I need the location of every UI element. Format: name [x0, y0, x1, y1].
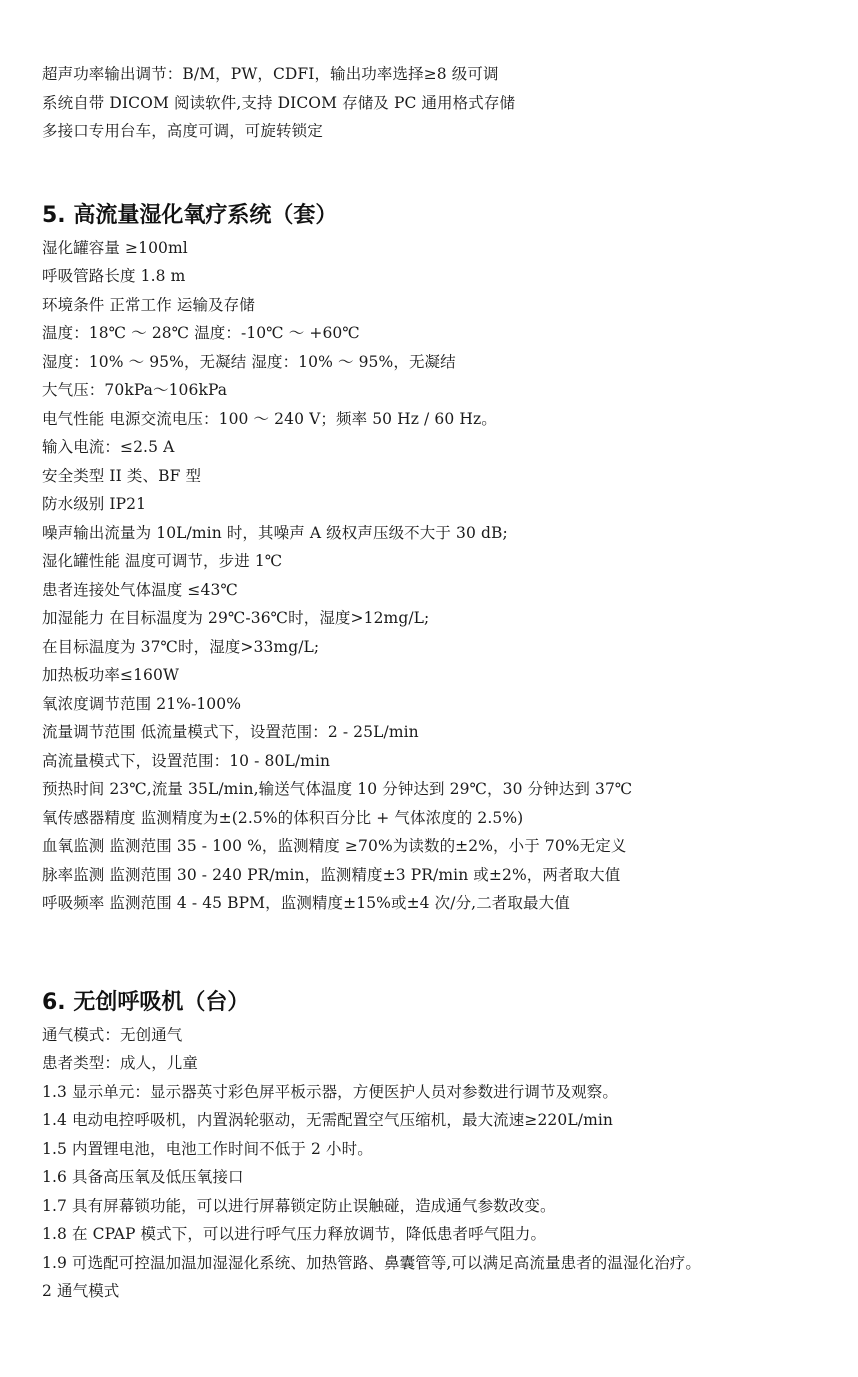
spec-line: 环境条件 正常工作 运输及存储: [42, 295, 255, 314]
spec-line: 电气性能 电源交流电压：100 ～ 240 V；频率 50 Hz / 60 Hz。: [42, 409, 497, 428]
section-5-title: 5. 高流量湿化氧疗系统（套）: [42, 202, 338, 228]
spec-line: 氧浓度调节范围 21%-100%: [42, 694, 242, 713]
intro-line: 多接口专用台车，高度可调，可旋转锁定: [42, 122, 323, 140]
spec-line: 输入电流：≤2.5 A: [42, 438, 175, 456]
spec-line: 氧传感器精度 监测精度为±(2.5%的体积百分比 + 气体浓度的 2.5%): [42, 808, 524, 827]
spec-line: 流量调节范围 低流量模式下，设置范围：2 - 25L/min: [42, 723, 419, 741]
spec-line: 血氧监测 监测范围 35 - 100 %，监测精度 ≥70%为读数的±2%，小于 70%无定义: [42, 837, 627, 855]
section-6-lines: [42, 1021, 842, 1306]
section-6: [42, 988, 842, 1306]
spec-line: 预热时间 23℃,流量 35L/min,输送气体温度 10 分钟达到 29℃，30 分钟达到 37℃: [42, 780, 633, 798]
spec-line: 湿度：10% ～ 95%，无凝结 湿度：10% ～ 95%，无凝结: [42, 352, 456, 371]
intro-line: 超声功率输出调节：B/M，PW，CDFI，输出功率选择≥8 级可调: [42, 65, 499, 83]
spec-line: 安全类型 II 类、BF 型: [42, 466, 202, 485]
spec-line: 1.9 可选配可控温加温加湿湿化系统、加热管路、鼻囊管等,可以满足高流量患者的温湿化治疗。: [42, 1253, 702, 1272]
spec-line: 湿化罐容量 ≥100ml: [42, 238, 188, 257]
spec-line: 噪声输出流量为 10L/min 时，其噪声 A 级权声压级不大于 30 dB;: [42, 523, 508, 542]
spec-line: 在目标温度为 37℃时，湿度>33mg/L;: [42, 637, 320, 656]
spec-line: 2 通气模式: [42, 1282, 120, 1300]
spec-line: 湿化罐性能 温度可调节，步进 1℃: [42, 552, 283, 570]
intro-line: 系统自带 DICOM 阅读软件,支持 DICOM 存储及 PC 通用格式存储: [42, 93, 516, 112]
section-5: [42, 201, 842, 918]
spec-line: 1.7 具有屏幕锁功能，可以进行屏幕锁定防止误触碰，造成通气参数改变。: [42, 1196, 556, 1215]
spec-line: 高流量模式下，设置范围：10 - 80L/min: [42, 751, 331, 770]
spec-line: 1.4 电动电控呼吸机，内置涡轮驱动，无需配置空气压缩机，最大流速≥220L/min: [42, 1111, 614, 1129]
section-spacer: [42, 918, 842, 988]
spec-line: 脉率监测 监测范围 30 - 240 PR/min，监测精度±3 PR/min 或±2%，两者取大值: [42, 865, 621, 884]
spec-line: 1.8 在 CPAP 模式下，可以进行呼气压力释放调节，降低患者呼气阻力。: [42, 1225, 547, 1243]
spec-line: 加湿能力 在目标温度为 29℃-36℃时，湿度>12mg/L;: [42, 609, 430, 627]
section-spacer: [42, 146, 842, 201]
spec-line: 1.5 内置锂电池，电池工作时间不低于 2 小时。: [42, 1139, 373, 1158]
section-6-title: 6. 无创呼吸机（台）: [42, 989, 250, 1015]
spec-line: 温度：18℃ ～ 28℃ 温度：-10℃ ～ +60℃: [42, 324, 360, 342]
section-5-lines: [42, 234, 842, 918]
document-body: [42, 60, 842, 1306]
spec-line: 患者连接处气体温度 ≤43℃: [42, 580, 238, 599]
intro-block: [42, 60, 842, 146]
spec-line: 呼吸管路长度 1.8 m: [42, 267, 186, 285]
spec-line: 患者类型：成人，儿童: [42, 1054, 199, 1072]
spec-line: 1.3 显示单元：显示器英寸彩色屏平板示器，方便医护人员对参数进行调节及观察。: [42, 1082, 618, 1101]
spec-line: 加热板功率≤160W: [42, 666, 180, 684]
spec-line: 防水级别 IP21: [42, 495, 147, 513]
spec-line: 呼吸频率 监测范围 4 - 45 BPM，监测精度±15%或±4 次/分,二者取最大值: [42, 894, 570, 912]
spec-line: 大气压：70kPa～106kPa: [42, 381, 228, 399]
spec-line: 1.6 具备高压氧及低压氧接口: [42, 1168, 244, 1186]
spec-line: 通气模式：无创通气: [42, 1025, 183, 1044]
